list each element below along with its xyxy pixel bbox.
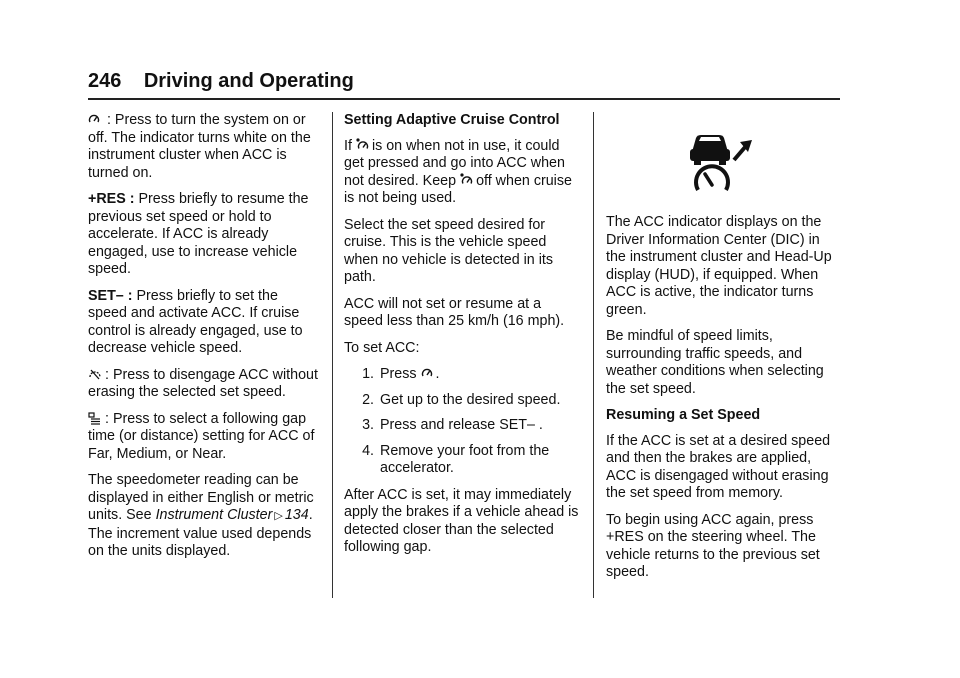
paragraph: To set ACC: <box>344 339 420 356</box>
column-divider <box>332 112 333 598</box>
cruise-on-off-icon <box>460 173 473 187</box>
paragraph: : Press to disengage ACC without erasing the selected set speed. <box>88 366 318 400</box>
paragraph: Be mindful of speed limits, surrounding traffic speeds, and weather conditions when selecting the set speed. <box>606 328 824 397</box>
section-heading: Setting Adaptive Cruise Control <box>344 112 560 128</box>
column-divider <box>593 112 594 598</box>
page-header <box>88 70 838 93</box>
column-2 <box>344 112 580 566</box>
acc-indicator-icon <box>686 130 758 194</box>
paragraph: : Press to select a following gap time (or distance) setting for ACC of Far, Medium, or Near. <box>88 410 315 462</box>
page-ref[interactable]: 134 <box>284 507 309 523</box>
cruise-on-off-icon <box>356 138 369 152</box>
list-item: 4. Remove your foot from the accelerator. <box>378 443 580 478</box>
instrument-cluster-link[interactable]: Instrument Cluster <box>155 507 273 523</box>
section-title: Driving and Operating <box>143 70 354 92</box>
list-item: 1. Press . <box>378 366 580 384</box>
paragraph: The ACC indicator displays on the Driver Information Center (DIC) in the instrument cluster and Head-Up display (HUD), if equipped. When ACC is active, the indicator turns green. <box>606 214 832 318</box>
paragraph: SET– : Press briefly to set the speed and activate ACC. If cruise control is already engaged, use to decrease vehicle speed. <box>88 287 303 356</box>
steps-list <box>344 366 580 478</box>
page-number: 246 <box>88 70 122 92</box>
paragraph: To begin using ACC again, press +RES on the steering wheel. The vehicle returns to the previous set speed. <box>606 511 820 580</box>
paragraph: After ACC is set, it may immediately apply the brakes if a vehicle ahead is detected closer than the selected following gap. <box>344 486 579 555</box>
cruise-on-off-icon <box>421 367 433 380</box>
section-heading: Resuming a Set Speed <box>606 407 761 423</box>
column-1 <box>88 112 320 570</box>
paragraph: ACC will not set or resume at a speed less than 25 km/h (16 mph). <box>344 295 565 329</box>
paragraph: : Press to turn the system on or off. The indicator turns white on the instrument cluster when ACC is turned on. <box>88 112 311 181</box>
list-item: 3. Press and release SET– . <box>378 417 580 435</box>
column-3 <box>606 112 842 591</box>
following-gap-icon <box>88 412 102 425</box>
paragraph: If is on when not in use, it could get pressed and go into ACC when not desired. Keep off when cruise is not being used. <box>344 137 572 206</box>
paragraph: The speedometer reading can be displayed in either English or metric units. See Instrument Cluster ▷ 134. The increment value used depends on the units displayed. <box>88 472 314 559</box>
paragraph: +RES : Press briefly to resume the previous set speed or hold to accelerate. If ACC is already engaged, use to increase vehicle speed. <box>88 191 309 277</box>
page-ref-arrow-icon: ▷ <box>274 510 283 522</box>
cancel-cruise-icon <box>88 368 102 381</box>
header-rule <box>88 98 840 100</box>
res-label: +RES : <box>88 191 135 207</box>
set-label: SET– : <box>88 287 133 304</box>
paragraph: If the ACC is set at a desired speed and then the brakes are applied, ACC is disengaged without erasing the set speed from memory. <box>606 432 831 501</box>
cruise-on-off-icon <box>88 113 100 126</box>
paragraph: Select the set speed desired for cruise. This is the vehicle speed when no vehicle is detected in its path. <box>344 216 554 285</box>
list-item: 2. Get up to the desired speed. <box>378 392 580 410</box>
